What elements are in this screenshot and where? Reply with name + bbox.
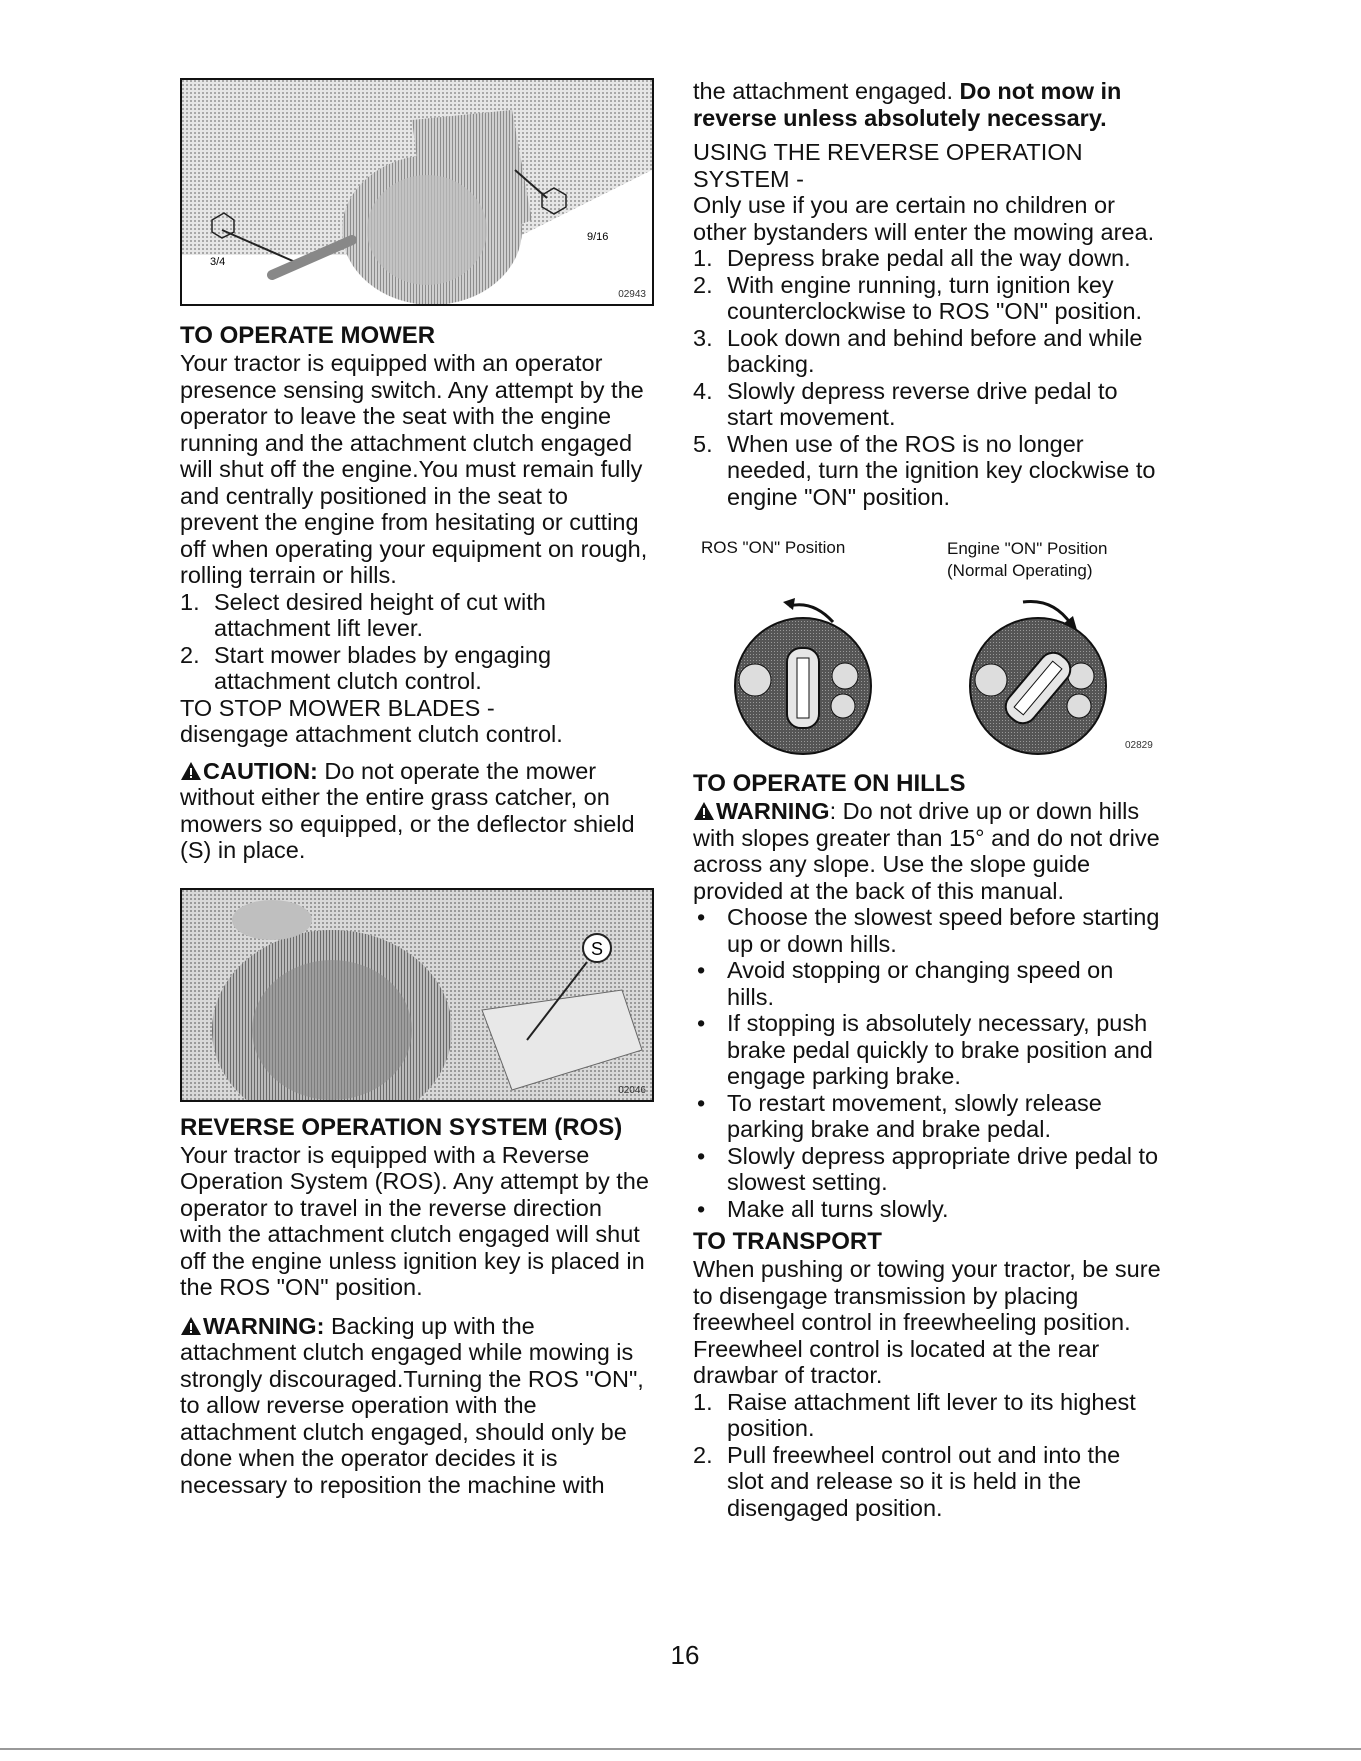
warning-label: WARNING [716,798,830,824]
engine-on-caption: Engine "ON" Position (Normal Operating) [947,539,1108,580]
reverse-mow-warning: Do not mow in reverse unless absolutely necessary. [693,78,1122,131]
ros-switch [735,598,871,754]
engine-switch [970,601,1106,754]
list-item: • Avoid stopping or changing speed on hills. [693,957,1163,1010]
stop-blades-text: disengage attachment clutch control. [180,721,563,747]
list-item: • To restart movement, slowly release parking brake and brake pedal. [693,1090,1163,1143]
deflector-shield-illustration [182,890,652,1100]
section-title-ros: REVERSE OPERATION SYSTEM (ROS) [180,1113,623,1141]
using-ros-body: Only use if you are certain no children or other bystanders will enter the mowing area. [693,192,1155,245]
ros-body: Your tractor is equipped with a Reverse Operation System (ROS). Any attempt by the operator to travel in the reverse direction with the attachment clutch engaged will shut off the engine unless ignition key is placed in the ROS "ON" position. [180,1141,649,1300]
list-item: • Choose the slowest speed before starting up or down hills. [693,904,1163,957]
right-column [693,78,1163,1521]
size-label-9-16: 9/16 [587,231,609,243]
list-item: • Make all turns slowly. [693,1196,1163,1223]
section-title-transport: TO TRANSPORT [693,1228,882,1255]
figure-code: 02943 [618,289,646,300]
list-item: 1. Select desired height of cut with attachment lift lever. [180,588,546,641]
warning-label: WARNING: [203,1312,325,1339]
warning-triangle-icon [180,761,202,781]
figure-code: 02829 [1125,740,1153,751]
caution-label: CAUTION: [203,757,318,784]
figure-deflector-shield [180,888,654,1102]
figure-wheel-bolt [180,78,654,306]
list-item: 2. With engine running, turn ignition key counterclockwise to ROS "ON" position. [693,271,1143,324]
hills-warning-paragraph [693,798,1163,904]
list-item: • If stopping is absolutely necessary, push brake pedal quickly to brake position and engage parking brake. [693,1010,1163,1090]
ros-on-caption: ROS "ON" Position [701,538,846,557]
section-title-hills: TO OPERATE ON HILLS [693,770,966,797]
stop-blades-title: TO STOP MOWER BLADES - [180,694,495,721]
warning-triangle-icon [180,1316,202,1336]
transport-steps [693,1389,1163,1522]
section-title-operate-mower: TO OPERATE MOWER [180,322,436,349]
ignition-switch-illustration [693,588,1163,758]
using-ros-steps [693,245,1163,510]
ros-warning-paragraph [180,1313,650,1499]
footer-divider [0,1748,1361,1750]
caution-text: Do not operate the mower without either the entire grass catcher, on mowers so equipped, or the deflector shield (S) in place. [180,757,635,863]
list-item: 2. Start mower blades by engaging attachment clutch control. [180,641,552,694]
hills-bullets [693,904,1163,1222]
page-number: 16 [670,1640,700,1670]
left-column [180,78,650,1498]
list-item: 5. When use of the ROS is no longer needed, turn the ignition key clockwise to engine "ON" position. [693,430,1156,510]
caution-paragraph [180,758,650,864]
list-item: 4. Slowly depress reverse drive pedal to start movement. [693,377,1118,430]
size-label-3-4: 3/4 [210,256,226,268]
continued-text: the attachment engaged. Do not mow in reverse unless absolutely necessary. [693,78,1122,131]
list-item: 1. Depress brake pedal all the way down. [693,245,1131,271]
list-item: 3. Look down and behind before and while backing. [693,324,1143,377]
list-item: 2. Pull freewheel control out and into the slot and release so it is held in the disengaged position. [693,1441,1121,1521]
wheel-bolt-illustration [182,80,652,304]
operate-mower-body: Your tractor is equipped with an operator presence sensing switch. Any attempt by the operator to leave the seat with the engine running and the attachment clutch engaged will shut off the engine.You must remain fully and centrally positioned in the seat to prevent the engine from hesitating or cutting off when operating your equipment on rough, rolling terrain or hills. [180,350,648,588]
transport-body: When pushing or towing your tractor, be sure to disengage transmission by placing freewheel control in freewheeling position. Freewheel control is located at the rear drawbar of tractor. [693,1256,1161,1388]
warning-text: : Do not drive up or down hills with slopes greater than 15° and do not drive across any slope. Use the slope guide provided at the back of this manual. [693,798,1160,904]
warning-triangle-icon [693,801,715,821]
using-ros-title: USING THE REVERSE OPERATION SYSTEM - [693,139,1083,192]
list-item: 1. Raise attachment lift lever to its highest position. [693,1388,1136,1441]
shield-label-s: S [591,938,604,959]
list-item: • Slowly depress appropriate drive pedal to slowest setting. [693,1143,1163,1196]
warning-text: Backing up with the attachment clutch engaged while mowing is strongly discouraged.Turning the ROS "ON", to allow reverse operation with the attachment clutch engaged, should only be done when the operator decides it is necessary to reposition the machine with [180,1312,644,1498]
figure-ignition-keys [693,538,1163,758]
operate-mower-steps [180,589,650,695]
figure-code: 02046 [618,1084,646,1096]
